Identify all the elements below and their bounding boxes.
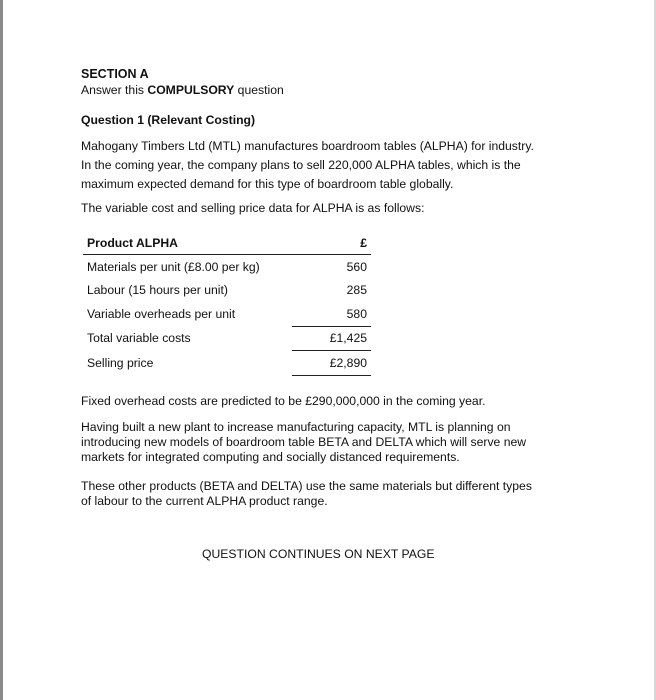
paragraph-line: of labour to the current ALPHA product range. [81, 493, 328, 508]
instruction-bold: COMPULSORY [147, 83, 235, 97]
exam-page [81, 66, 581, 562]
paragraph-line: These other products (BETA and DELTA) use the same materials but different types [81, 478, 532, 493]
instruction-suffix: question [234, 83, 284, 97]
cost-table-header [83, 231, 371, 255]
intro-line: In the coming year, the company plans to sell 220,000 ALPHA tables, which is the [81, 158, 521, 172]
cost-table [83, 231, 371, 376]
row-label: Total variable costs [87, 331, 191, 346]
intro-line: maximum expected demand for this type of boardroom table globally. [81, 177, 454, 191]
other-products-paragraph [81, 479, 581, 509]
row-label: Selling price [87, 355, 154, 370]
section-instruction [81, 82, 581, 98]
paragraph-line: markets for integrated computing and socially distanced requirements. [81, 449, 460, 464]
cost-intro: The variable cost and selling price data for ALPHA is as follows: [81, 201, 425, 215]
intro-line: Mahogany Timbers Ltd (MTL) manufactures boardroom tables (ALPHA) for industry. [81, 139, 534, 153]
paragraph-line: introducing new models of boardroom table BETA and DELTA which will serve new [81, 434, 527, 449]
question-intro [81, 137, 581, 194]
table-row [83, 326, 371, 351]
total-variable-value: £1,425 [292, 326, 371, 351]
row-label: Labour (15 hours per unit) [87, 283, 228, 298]
question-title: Question 1 (Relevant Costing) [81, 113, 256, 127]
fixed-overheads: Fixed overhead costs are predicted to be £290,000,000 in the coming year. [81, 393, 486, 408]
scan-left-edge [0, 0, 3, 700]
table-row [83, 302, 371, 326]
header-currency: £ [292, 231, 371, 255]
instruction-prefix: Answer this [81, 83, 148, 97]
section-title: SECTION A [81, 67, 149, 81]
selling-price-value: £2,890 [292, 351, 371, 376]
row-value: 285 [346, 283, 367, 298]
paragraph-line: Having built a new plant to increase manufacturing capacity, MTL is planning on [81, 419, 511, 434]
row-value: 580 [346, 306, 367, 321]
row-label: Materials per unit (£8.00 per kg) [87, 259, 260, 274]
header-product: Product ALPHA [83, 231, 292, 255]
table-row [83, 255, 371, 279]
table-row [83, 351, 371, 376]
row-label: Variable overheads per unit [87, 307, 236, 321]
new-plant-paragraph [81, 420, 581, 465]
continues-note: QUESTION CONTINUES ON NEXT PAGE [202, 546, 435, 561]
row-value: 560 [346, 259, 367, 274]
table-row [83, 279, 371, 303]
